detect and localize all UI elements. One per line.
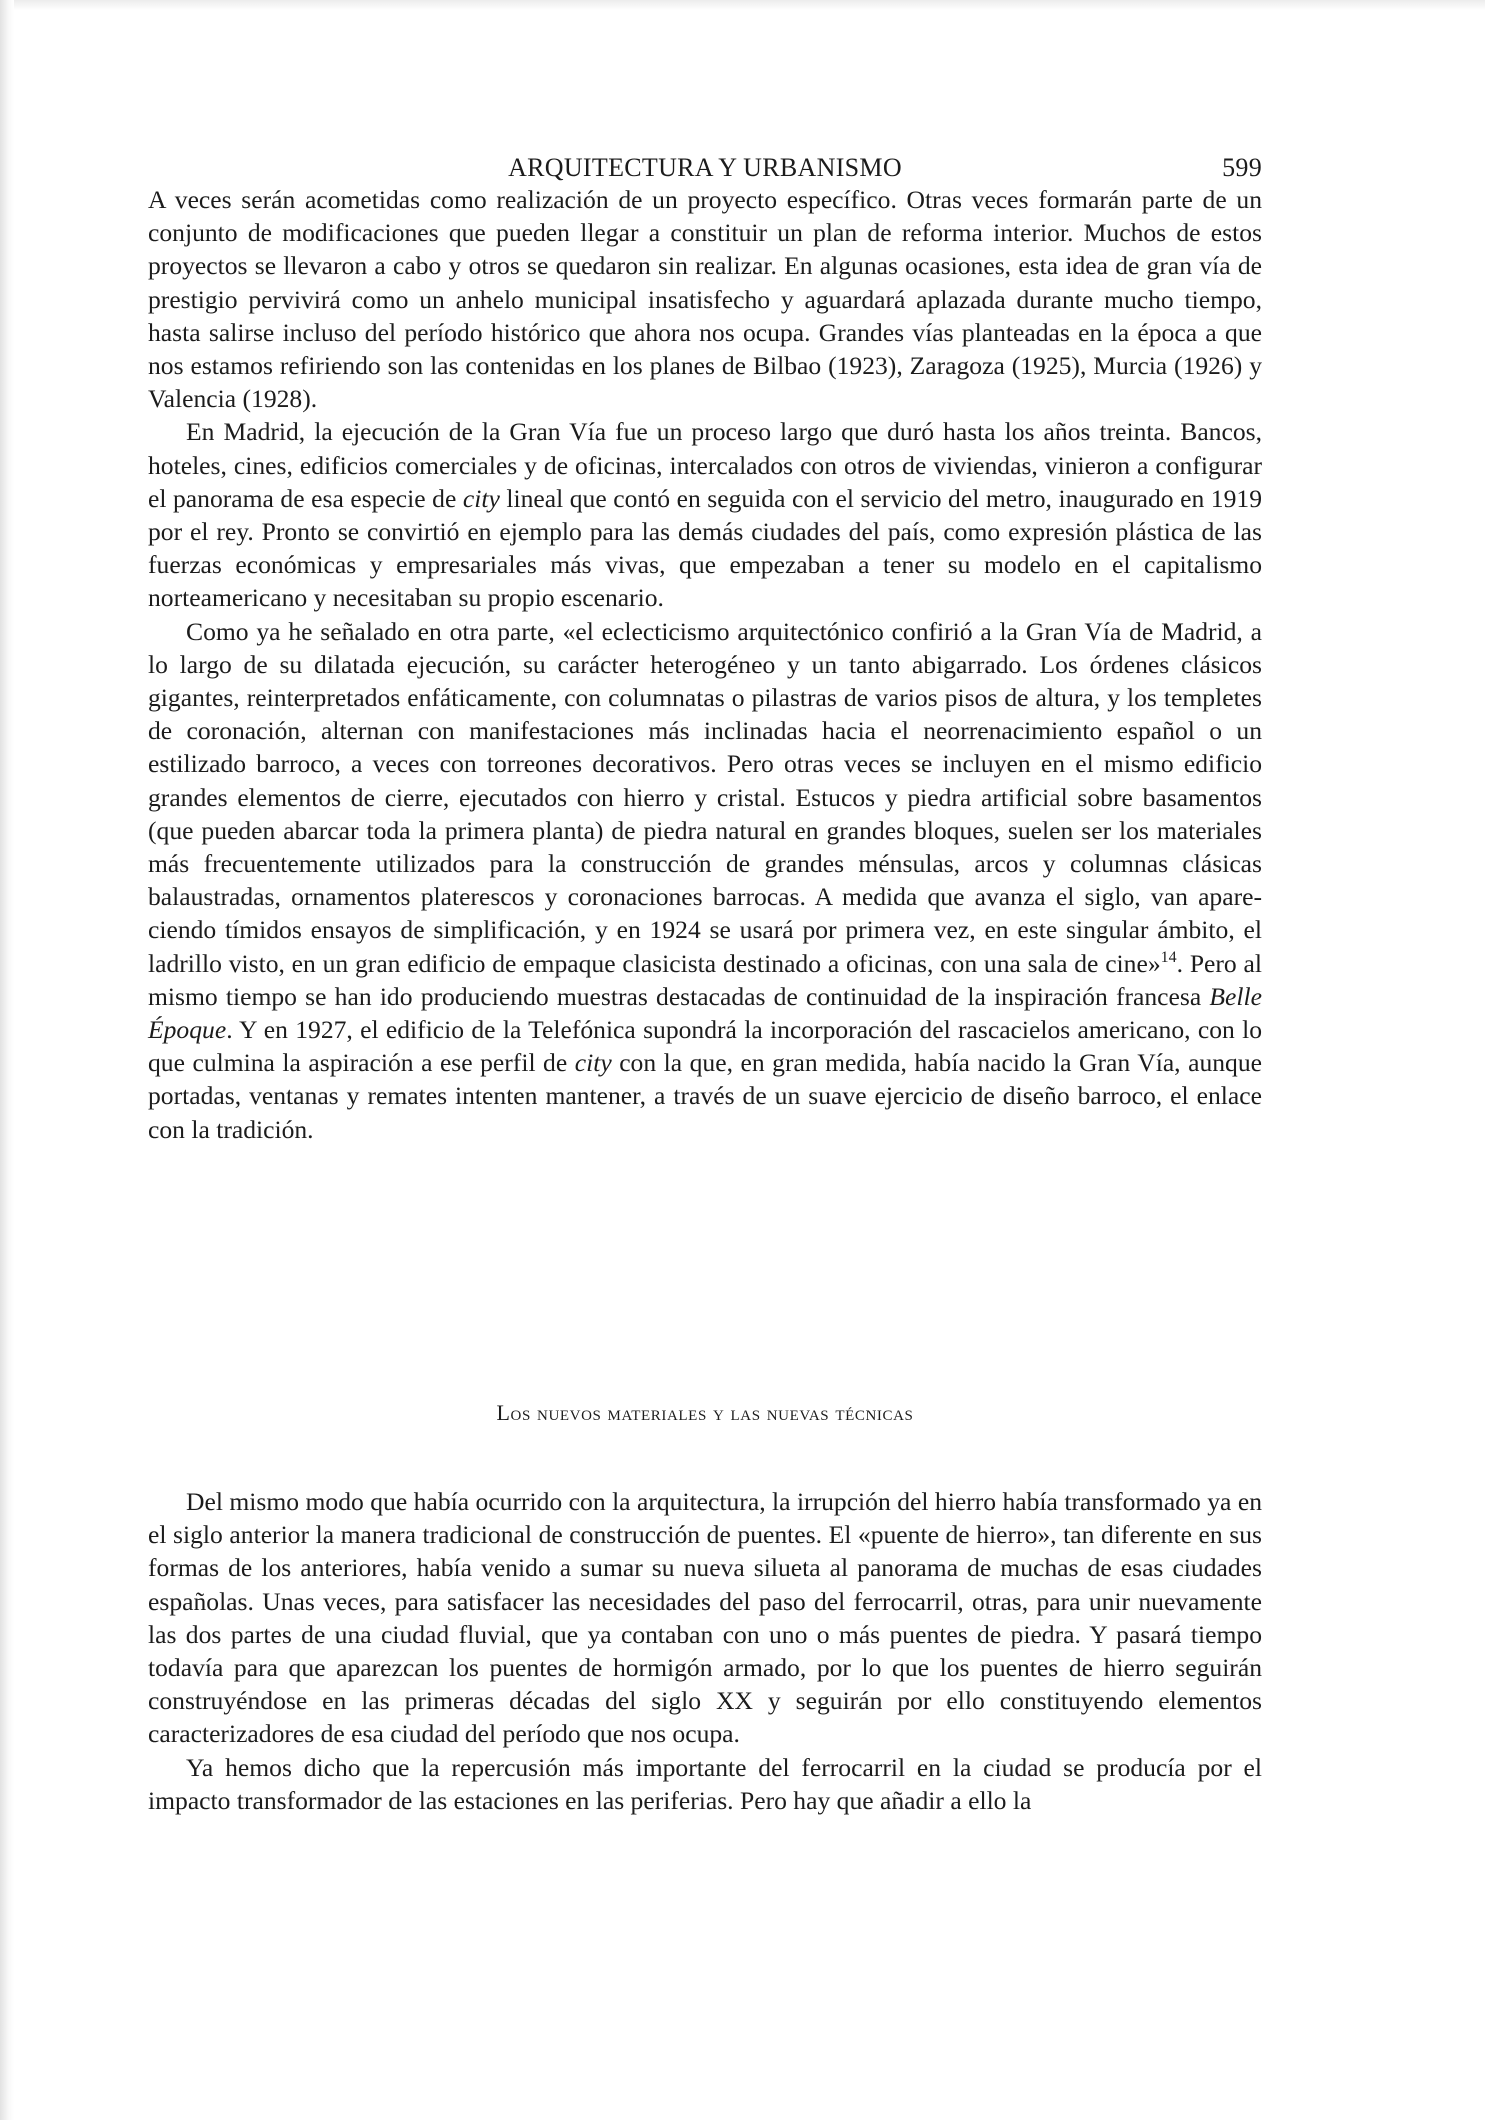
body-section-gran-via <box>148 183 1262 1146</box>
text-run: Como ya he señalado en otra parte, «el eclecticismo arquitectónico confirió a la Gran Vía de Madrid, a lo largo de su dilatada ejecución, su carácter heterogéneo y un tanto abigarrado. Los órdenes clásicos gigantes, reinterpretados enfáticamente, con columnatas o pilastras de varios pisos de altura, y los templetes de coronación, alternan con manifestaciones más inclinadas hacia el neorrenacimiento español o un estilizado barroco, a veces con torreones decorativos. Pero otras veces se incluyen en el mismo edificio grandes elementos de cierre, ejecutados con hierro y cristal. Estucos y piedra artificial sobre basamentos (que pueden abarcar toda la primera planta) de piedra natural en grandes bloques, suelen ser los materiales más frecuentemente utilizados para la construcción de grandes ménsulas, arcos y columnas clásicas balaustradas, ornamentos platerescos y coronaciones barrocas. A medida que avanza el siglo, van apareciendo tímidos ensayos de simplificación, y en 1924 se usará por primera vez, en este singular ámbito, el ladrillo visto, en un gran edificio de empaque clasicista destinado a oficinas, con una sala de cine» <box>148 616 1262 978</box>
running-head <box>148 148 1262 188</box>
footnote-marker: 14 <box>1160 948 1177 966</box>
body-section-materiales <box>148 1485 1262 1817</box>
section-heading-text: Los nuevos materiales y las nuevas técnicas <box>496 1400 914 1425</box>
text-run: En Madrid, la ejecución de la Gran Vía fue un proceso largo que duró hasta los años treinta. Bancos, hoteles, cines, edificios comerciales y de oficinas, intercalados con otros de viviendas, vinieron a configurar el panorama de esa especie de <box>148 417 1262 513</box>
page-number: 599 <box>1222 153 1262 182</box>
italic-term: Belle Époque <box>148 981 1262 1045</box>
running-head-title: ARQUITECTURA Y URBANISMO <box>508 153 902 182</box>
italic-term: city <box>574 1048 612 1078</box>
paragraph <box>148 415 1262 614</box>
italic-term: city <box>462 483 500 513</box>
paragraph: Ya hemos dicho que la repercusión más importante del ferrocarril en la ciudad se producía por el impacto transformador de las estaciones en las periferias. Pero hay que añadir a ello la <box>148 1752 1262 1815</box>
page-binding-shadow <box>0 0 14 2120</box>
text-run: . Pero al mismo tiempo se han ido produciendo muestras destacadas de continuidad de la inspiración francesa <box>148 948 1262 1011</box>
text-run: lineal que contó en seguida con el servicio del metro, inaugurado en 1919 por el rey. Pronto se convirtió en ejemplo para las demás ciudades del país, como expresión plástica de las fuerzas económicas y empresariales más vivas, que empezaban a tener su modelo en el capitalismo norteamericano y necesitaban su propio escenario. <box>148 483 1262 613</box>
text-run: con la que, en gran medida, había nacido la Gran Vía, aunque portadas, ventanas y remates intenten mantener, a través de un suave ejercicio de diseño barroco, el enlace con la tradición. <box>148 1048 1262 1144</box>
paragraph <box>148 615 1262 1146</box>
section-heading <box>148 1398 1262 1429</box>
text-run: . Y en 1927, el edificio de la Telefónica supondrá la incorporación del rascacielos americano, con lo que culmina la aspiración a ese perfil de <box>148 1015 1262 1078</box>
paragraph: A veces serán acometidas como realización de un proyecto específico. Otras veces formarán parte de un conjunto de modificaciones que pueden llegar a constituir un plan de reforma interior. Muchos de estos proyectos se llevaron a cabo y otros se quedaron sin realizar. En algunas ocasiones, esta idea de gran vía de prestigio pervivirá como un anhelo municipal insatisfecho y aguardará aplazada durante mucho tiempo, hasta salirse incluso del período histórico que ahora nos ocupa. Grandes vías planteadas en la época a que nos estamos refiriendo son las contenidas en los planes de Bilbao (1923), Zaragoza (1925), Murcia (1926) y Valencia (1928). <box>148 185 1262 414</box>
paragraph: Del mismo modo que había ocurrido con la arquitectura, la irrupción del hierro había transformado ya en el siglo anterior la manera tradicional de construcción de puentes. El «puente de hierro», tan diferente en sus formas de los anteriores, había venido a sumar su nueva silueta al panorama de muchas de esas ciudades españolas. Unas veces, para satisfacer las necesidades del paso del ferrocarril, otras, para unir nuevamente las dos partes de una ciudad fluvial, que ya contaban con uno o más puentes de piedra. Y pasará tiempo todavía para que aparezcan los puentes de hormigón armado, por lo que los puentes de hierro seguirán construyéndose en las primeras décadas del siglo XX y seguirán por ello constituyendo elementos caracterizadores de esa ciudad del período que nos ocupa. <box>148 1487 1262 1749</box>
page-top-edge <box>0 0 1485 10</box>
